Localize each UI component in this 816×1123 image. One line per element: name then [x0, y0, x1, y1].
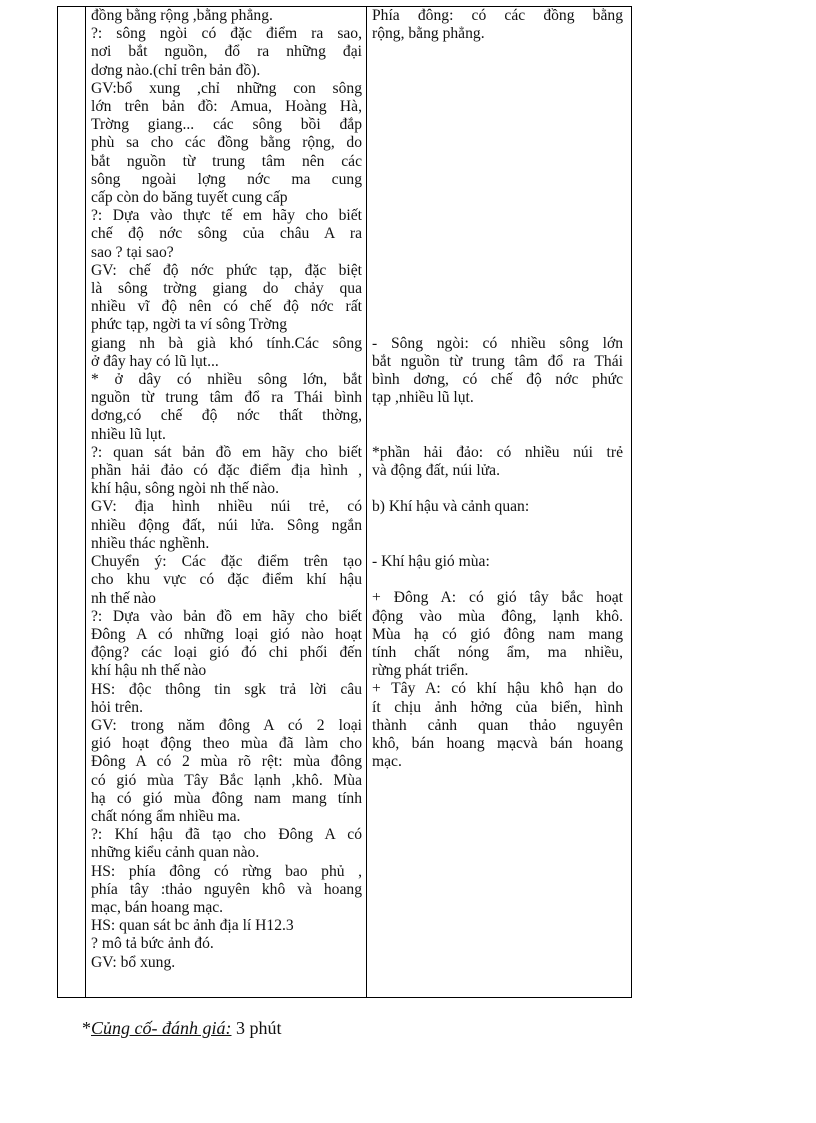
text-line: GV: trong năm đông A có 2 loại — [91, 716, 362, 734]
text-line: Đông A có 2 mùa rõ rệt: mùa đông — [91, 753, 362, 771]
text-line: chế độ nớc sông của châu A ra — [91, 225, 362, 243]
text-line: phức tạp, ngời ta ví sông Trờng — [91, 316, 288, 334]
text-line: ?: Khí hậu đã tạo cho Đông A có — [91, 826, 362, 844]
text-line: HS: phía đông có rừng bao phủ , — [91, 862, 362, 880]
text-line: nhiều thác nghềnh. — [91, 534, 210, 552]
text-line: ?: Dựa vào bản đồ em hãy cho biết — [91, 607, 362, 625]
text-line: Phía đông: có các đồng bằng — [372, 7, 623, 24]
text-line: tạp ,nhiều lũ lụt. — [372, 389, 474, 407]
text-line: nhiều vĩ độ nên có chế độ nớc rất — [91, 298, 362, 316]
text-line: bắt nguồn từ trung tâm đổ ra Thái — [372, 352, 623, 370]
teacher-student-activity-cell — [91, 7, 362, 972]
text-line: cấp còn do băng tuyết cung cấp — [91, 189, 288, 207]
text-line: bình dơng, có chế độ nớc phức — [372, 371, 623, 388]
spacer — [372, 480, 623, 498]
spacer — [372, 43, 623, 334]
text-line: ? mô tả bức ảnh đó. — [91, 935, 214, 953]
spacer — [372, 407, 623, 443]
column-divider — [85, 7, 86, 997]
text-line: động vào mùa đông, lạnh khô. — [372, 607, 623, 625]
text-line: cho khu vực có đặc điểm khí hậu — [91, 571, 362, 589]
text-line: HS: độc thông tin sgk trả lời câu — [91, 680, 362, 698]
text-line: - Khí hậu gió mùa: — [372, 552, 490, 570]
footer-label: Củng cố- đánh giá: — [91, 1018, 232, 1038]
text-line: sao ? tại sao? — [91, 243, 174, 261]
text-line: gió hoạt động theo mùa đã làm cho — [91, 735, 362, 753]
text-line: hạ có gió mùa đông nam mang tính — [91, 789, 362, 807]
lesson-content-cell — [372, 7, 623, 771]
text-line: nh thế nào — [91, 589, 156, 607]
text-line: chất nóng ẩm nhiều ma. — [91, 807, 241, 825]
text-line: giang nh bà già khó tính.Các sông — [91, 334, 362, 352]
text-line: bắt nguồn từ trung tâm nên các — [91, 152, 362, 170]
text-line: nguồn từ trung tâm đổ ra Thái bình — [91, 389, 362, 407]
footer-star: * — [82, 1018, 91, 1038]
text-line: mạc. — [372, 753, 402, 771]
text-line: ?: sông ngòi có đặc điểm ra sao, — [91, 25, 362, 43]
text-line: GV:bổ xung ,chỉ những con sông — [91, 79, 362, 97]
text-line: khí hậu nh thế nào — [91, 662, 207, 680]
text-line: khô, bán hoang mạcvà bán hoang — [372, 735, 623, 752]
text-line: mạc, bán hoang mạc. — [91, 898, 224, 916]
column-divider — [366, 7, 367, 997]
text-line: và động đất, núi lửa. — [372, 462, 500, 479]
text-line: lớn trên bản đồ: Amua, Hoàng Hà, — [91, 98, 362, 116]
text-line: những kiểu cảnh quan nào. — [91, 844, 260, 862]
text-line: phía tây :thảo nguyên khô và hoang — [91, 880, 362, 898]
text-line: ở đây hay có lũ lụt... — [91, 352, 219, 370]
text-line: Đông A có những loại gió nào hoạt — [91, 625, 362, 643]
text-line: khí hậu, sông ngòi nh thế nào. — [91, 480, 279, 498]
text-line: b) Khí hậu và cảnh quan: — [372, 498, 530, 516]
text-line: GV: địa hình nhiều núi trẻ, có — [91, 498, 362, 516]
text-line: ?: quan sát bản đồ em hãy cho biết — [91, 443, 362, 461]
text-line: dơng nào.(chỉ trên bản đồ). — [91, 61, 261, 79]
consolidation-heading — [82, 1018, 282, 1039]
lesson-table — [57, 6, 632, 998]
text-line: Mùa hạ có gió đông nam mang — [372, 625, 623, 643]
text-line: rộng, bằng phẳng. — [372, 25, 485, 43]
text-line: + Đông A: có gió tây bắc hoạt — [372, 589, 623, 607]
text-line: GV: bổ xung. — [91, 953, 176, 971]
text-line: * ở dây có nhiều sông lớn, bắt — [91, 371, 362, 389]
text-line: ?: Dựa vào thực tế em hãy cho biết — [91, 207, 362, 225]
text-line: rừng phát triển. — [372, 662, 469, 680]
text-line: là sông trờng giang do chảy qua — [91, 280, 362, 298]
text-line: động? các loại gió đó chi phối đến — [91, 644, 362, 662]
text-line: - Sông ngòi: có nhiều sông lớn — [372, 334, 623, 352]
spacer — [372, 517, 623, 553]
text-line: có gió mùa Tây Bắc lạnh ,khô. Mùa — [91, 771, 362, 789]
text-line: phần hải đảo có đặc điểm địa hình , — [91, 462, 362, 480]
text-line: nhiều lũ lụt. — [91, 425, 166, 443]
text-line: phù sa cho các đồng bằng rộng, do — [91, 134, 362, 152]
text-line: HS: quan sát bc ảnh địa lí H12.3 — [91, 917, 294, 935]
text-line: GV: chế độ nớc phức tạp, đặc biệt — [91, 261, 362, 279]
text-line: *phần hải đảo: có nhiều núi trẻ — [372, 443, 623, 461]
footer-time: 3 phút — [231, 1018, 282, 1038]
spacer — [372, 571, 623, 589]
text-line: dơng,có chế độ nớc thất thờng, — [91, 407, 362, 425]
text-line: sông ngoài lợng nớc ma cung — [91, 170, 362, 188]
text-line: ít chịu ảnh hởng của biển, hình — [372, 698, 623, 716]
text-line: nhiều động đất, núi lửa. Sông ngắn — [91, 516, 362, 534]
text-line: Trờng giang... các sông bồi đắp — [91, 116, 362, 134]
text-line: Chuyển ý: Các đặc điểm trên tạo — [91, 553, 362, 571]
text-line: tính chất nóng ẩm, ma nhiều, — [372, 643, 623, 661]
text-line: thành cảnh quan thảo nguyên — [372, 716, 623, 734]
text-line: đồng bằng rộng ,bằng phẳng. — [91, 7, 273, 24]
text-line: + Tây A: có khí hậu khô hạn do — [372, 680, 623, 698]
text-line: nơi bắt nguồn, đổ ra những đại — [91, 43, 362, 61]
text-line: hỏi trên. — [91, 698, 143, 716]
